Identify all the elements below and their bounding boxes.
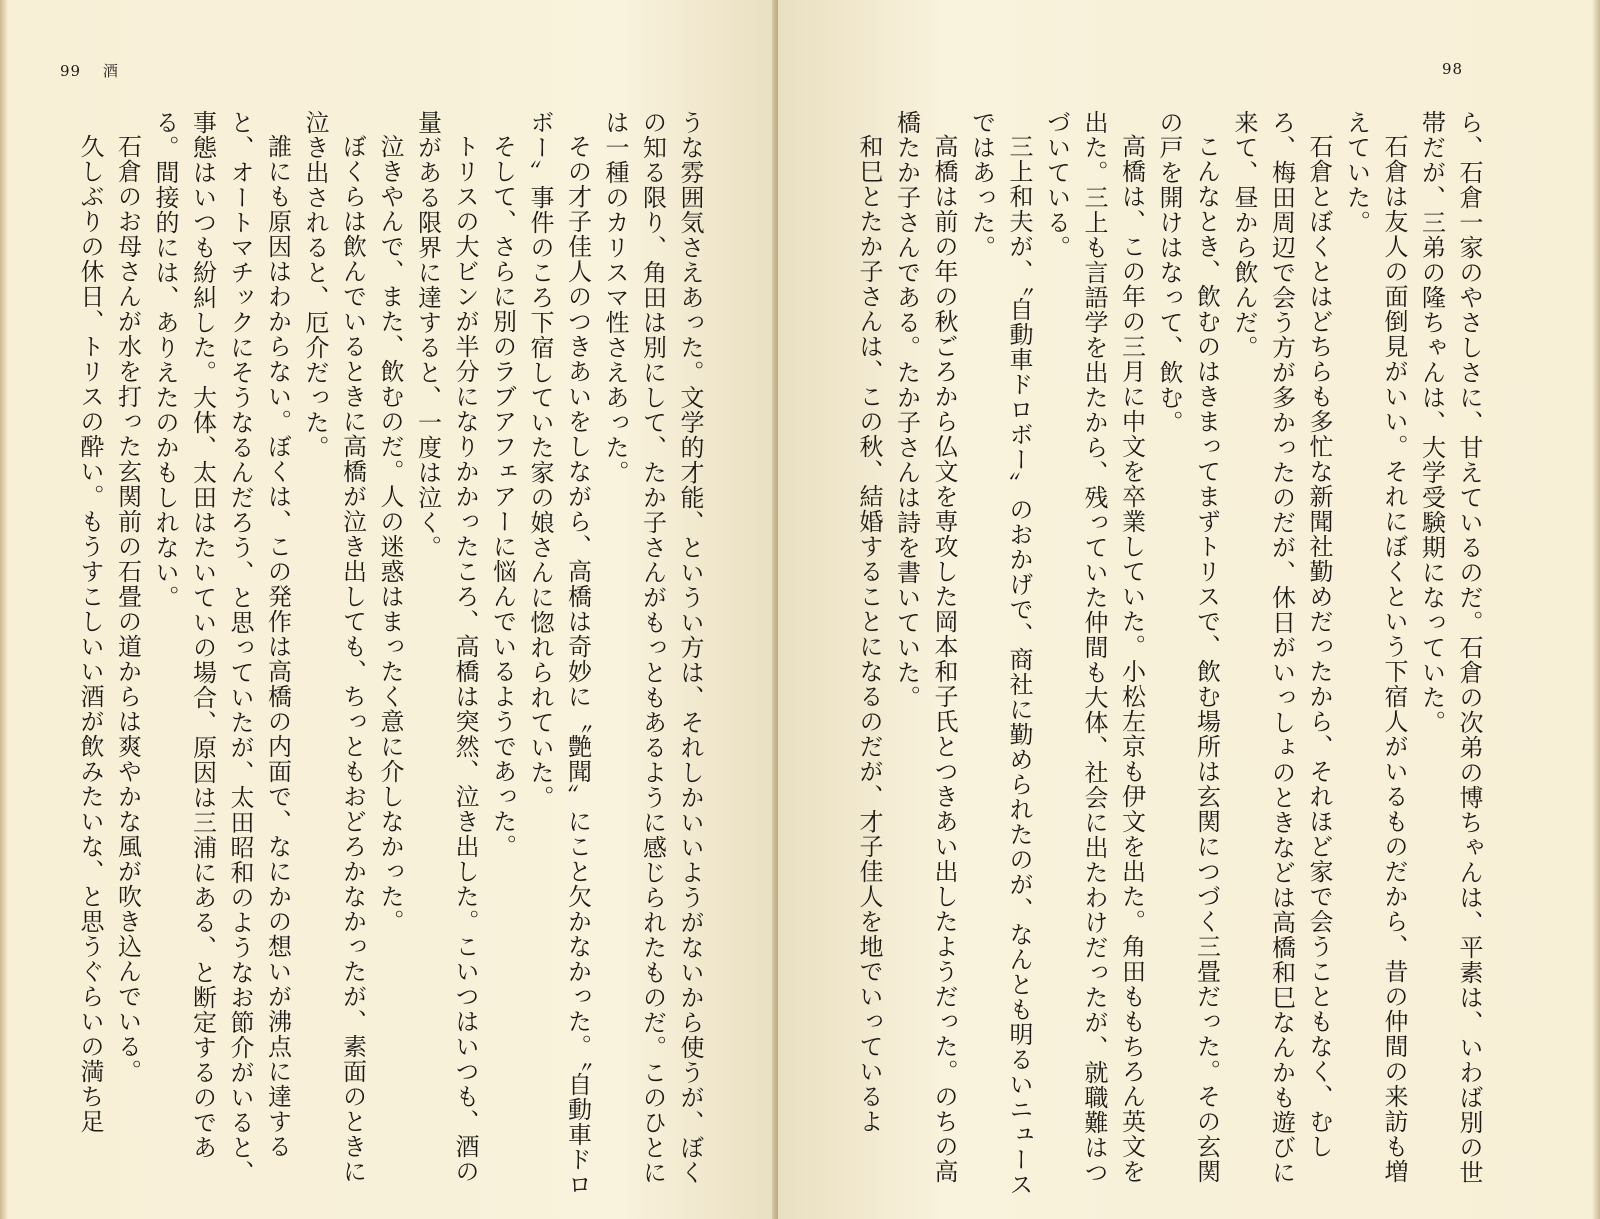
page-edge-shadow (1592, 0, 1600, 1219)
paragraph: 久しぶりの休日、トリスの酔い。もうすこしいい酒が飲みたいな、と思うぐらいの満ち足 (76, 134, 104, 1134)
left-page (0, 0, 778, 1219)
right-page-text (815, 110, 1487, 1200)
paragraph: こんなとき、飲むのはきまってまずトリスで、飲む場所は玄関につづく三畳だった。その玄関の戸を開けはなって、飲む。 (1155, 110, 1221, 1184)
right-page-header (1442, 60, 1463, 78)
paragraph: そして、さらに別のラブアフェアーに悩んでいるようであった。 (488, 134, 517, 859)
paragraph: 高橋は前の年の秋ごろから仏文を専攻した岡本和子氏とつきあい出したようだった。のちの高橋たか子さんである。たか子さんは詩を書いていた。 (892, 110, 958, 1184)
paragraph: トリスの大ビンが半分になりかかったころ、高橋は突然、泣き出した。こいつはいつも、酒の量がある限界に達すると、一度は泣く。 (413, 110, 479, 1184)
paragraph: 石倉のお母さんが水を打った玄関前の石畳の道からは爽やかな風が吹き込んでいる。 (113, 134, 142, 1084)
running-head: 酒 (102, 62, 119, 80)
right-page (778, 0, 1600, 1219)
right-page-number: 98 (1442, 60, 1464, 78)
paragraph: ぼくらは飲んでいるときに高橋が泣き出しても、ちっともおどろかなかったが、素面のときに泣き出されると、厄介だった。 (301, 110, 367, 1184)
page-edge-shadow (0, 0, 8, 1219)
paragraph: うな雰囲気さえあった。文学的才能、というい方は、それしかいいようがないから使うが、ぼくの知る限り、角田は別にして、たか子さんがもっともあるように感じられたものだ。このひとには一種のカリスマ性さえあった。 (601, 110, 704, 1185)
paragraph: 高橋は、この年の三月に中文を卒業していた。小松左京も伊文を出た。角田ももちろん英文を出た。三上も言語学を出たから、残っていた仲間も大体、社会に出たわけだったが、就職難はつづいている。 (1042, 110, 1146, 1185)
paragraph: 三上和夫が、〝自動車ドロボー〟のおかげで、商社に勤められたのが、なんとも明るいニュースではあった。 (967, 110, 1033, 1197)
paragraph: ら、石倉一家のやさしさに、甘えているのだ。石倉の次弟の博ちゃんは、平素は、いわば別の世帯だが、三弟の隆ちゃんは、大学受験期になっていた。 (1417, 110, 1483, 1185)
paragraph: 石倉は友人の面倒見がいい。それにぼくという下宿人がいるものだから、昔の仲間の来訪も増えていた。 (1342, 110, 1408, 1184)
paragraph: 和巳とたか子さんは、この秋、結婚することになるのだが、才子佳人を地でいっているよ (855, 134, 883, 1134)
paragraph: 泣きやんで、また、飲むのだ。人の迷惑はまったく意に介しなかった。 (376, 134, 404, 934)
paragraph: 誰にも原因はわからない。ぼくは、この発作は高橋の内面で、なにかの想いが沸点に達すると、オートマチックにそうなるんだろう、と思っていたが、太田昭和のようなお節介がいると、事態はいつも紛糾した。大体、太田はたいていの場合、原因は三浦にある、と断定するのである。間接的には、ありえたのかもしれない。 (151, 110, 292, 1185)
paragraph: その才子佳人のつきあいをしながら、高橋は奇妙に〝艶聞〟にこと欠かなかった。〝自動車ドロボー〟事件のころ下宿していた家の娘さんに惚れられていた。 (526, 110, 592, 1197)
paragraph: 石倉とぼくとはどちらも多忙な新聞社勤めだったから、それほど家で会うこともなく、むしろ、梅田周辺で会う方が多かったのだが、休日がいっしょのときなどは高橋和巳なんかも遊びに来て、昼から飲んだ。 (1230, 110, 1333, 1185)
left-page-text (36, 110, 708, 1200)
left-page-number: 99 (60, 62, 82, 80)
left-page-header (60, 60, 119, 81)
